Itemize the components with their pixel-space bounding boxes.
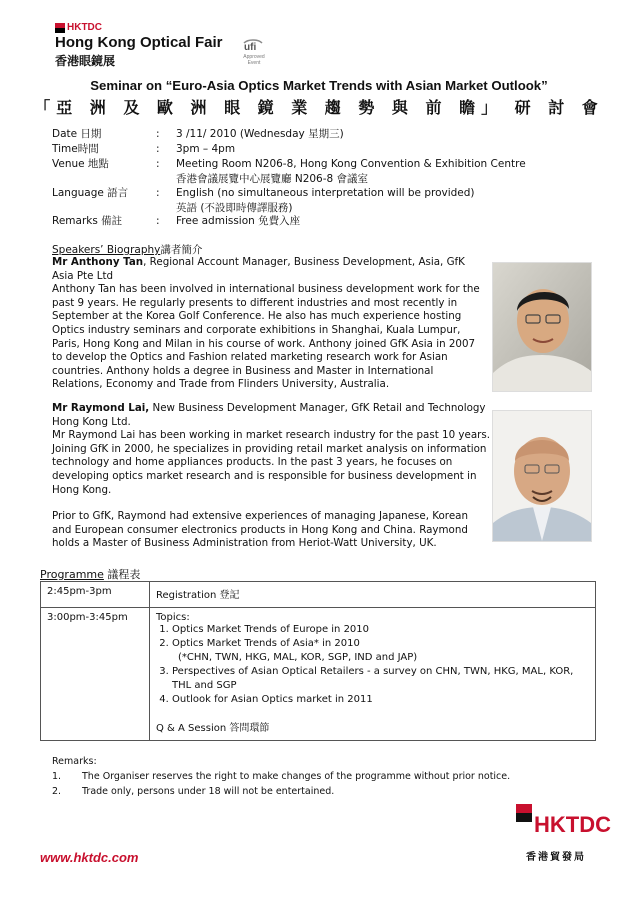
colon: :	[156, 215, 160, 227]
seminar-title-zh: 「亞 洲 及 歐 洲 眼 鏡 業 趨 勢 與 前 瞻」 研 討 會	[34, 98, 604, 117]
topics-label: Topics:	[156, 612, 190, 623]
remarks-heading: Remarks:	[52, 756, 97, 767]
speaker1-description: Anthony Tan has been involved in international business development work for the past 9 years. He regularly presents to different industries and most recently in September at the Korea Golf Conference. He also has much experience hosting Optics industry seminars and corporate exhibitions in Shanghai, Kuala Lumpur, Paris, Hong Kong and Milan in his course of work. Anthony joined GfK Asia in 2007 to develop the Optics and Fashion related marketing research work for Asian countries. Anthony holds a degree in Business and Master in International Relations, Economy and Trade from Flinders University, Australia.	[52, 283, 480, 391]
colon: :	[156, 143, 160, 155]
date-row	[0, 127, 638, 142]
biography-heading	[52, 242, 202, 257]
language-label: Language 語言	[52, 187, 129, 199]
venue-value: Meeting Room N206-8, Hong Kong Convention & Exhibition Centre	[176, 158, 526, 170]
biography-heading-zh: 講者簡介	[160, 244, 203, 256]
date-label: Date 日期	[52, 128, 102, 140]
programme-desc: Registration 登記	[150, 582, 596, 608]
ufi-label: ufi	[244, 42, 257, 53]
list-item	[52, 784, 510, 799]
time-value: 3pm – 4pm	[176, 143, 236, 155]
list-item: 4. Outlook for Asian Optics market in 2011	[172, 693, 589, 707]
programme-time: 2:45pm-3pm	[41, 582, 150, 608]
venue-value-zh: 香港會議展覽中心展覽廳 N206-8 會議室	[176, 173, 369, 185]
hktdc-flag-icon	[55, 23, 65, 33]
fair-name: Hong Kong Optical Fair	[55, 34, 223, 51]
venue-label: Venue 地點	[52, 158, 109, 170]
time-row	[0, 142, 638, 157]
programme-heading-zh: 議程表	[107, 568, 141, 581]
biography-heading-en: Speakers’ Biography	[52, 244, 161, 256]
table-row	[41, 582, 596, 608]
programme-time: 3:00pm-3:45pm	[41, 608, 150, 741]
language-value-zh: 英語 (不設即時傳譯服務)	[176, 202, 293, 214]
ufi-approved-event: Approved Event	[243, 54, 265, 66]
remarks-row	[0, 214, 638, 229]
speaker1-bio	[52, 256, 484, 392]
speaker1-photo	[492, 262, 592, 392]
list-item: 1. Optics Market Trends of Europe in 2010	[172, 623, 589, 637]
language-value: English (no simultaneous interpretation will be provided)	[176, 187, 475, 199]
speaker2-description-2: Prior to GfK, Raymond had extensive experiences of managing Japanese, Korean and European consumer electronics products in Hong Kong and China. Raymond holds a Master of Business Administration from Heriot-Watt University, UK.	[52, 510, 468, 550]
footer-logo-text: HKTDC	[534, 812, 611, 837]
speaker2-photo	[492, 410, 592, 542]
topic-text: Optics Market Trends of Asia* in 2010	[172, 638, 360, 649]
colon: :	[156, 158, 160, 170]
list-item: 3. Perspectives of Asian Optical Retailers - a survey on CHN, TWN, HKG, MAL, KOR, THL and SGP	[172, 665, 589, 693]
header-hktdc-logo	[55, 22, 102, 33]
speaker2-name: Mr Raymond Lai,	[52, 402, 150, 414]
date-value: 3 /11/ 2010 (Wednesday 星期三)	[176, 128, 344, 140]
speaker2-role: New Business Development Manager, GfK Retail and Technology Hong Kong Ltd.	[52, 402, 486, 428]
footer-logo-zh: 香港貿發局	[526, 852, 586, 863]
programme-topics-cell	[150, 608, 596, 741]
website-link[interactable]: www.hktdc.com	[40, 850, 139, 865]
remarks-value: Free admission 免費入座	[176, 215, 301, 227]
programme-heading-en: Programme	[40, 568, 104, 581]
speaker1-role: , Regional Account Manager, Business Development, Asia, GfK Asia Pte Ltd	[52, 256, 465, 282]
qa-session: Q & A Session 答問環節	[156, 723, 270, 734]
table-row	[41, 608, 596, 741]
programme-heading	[40, 566, 140, 582]
speaker2-description: Mr Raymond Lai has been working in market research industry for the past 10 years. Joining GfK in 2000, he specializes in providing retail market analysis on information technology and home appliances products. In the past 3 years, he focuses on developing optics market research and is responsible for business development in Hong Kong.	[52, 429, 491, 496]
topic-note: (*CHN, TWN, HKG, MAL, KOR, SGP, IND and JAP)	[178, 652, 418, 663]
topics-list	[156, 623, 589, 707]
remarks-section	[52, 754, 510, 799]
remarks-label: Remarks 備註	[52, 215, 123, 227]
colon: :	[156, 128, 160, 140]
list-item	[52, 769, 510, 784]
list-item	[172, 637, 589, 665]
fair-name-zh: 香港眼鏡展	[55, 54, 116, 68]
remark-text: Trade only, persons under 18 will not be entertained.	[82, 786, 335, 797]
language-row	[0, 186, 638, 216]
venue-row	[0, 157, 638, 187]
remark-number: 2.	[52, 786, 62, 797]
remark-text: The Organiser reserves the right to make changes of the programme without prior notice.	[82, 771, 511, 782]
speaker2-bio	[52, 402, 490, 551]
programme-table	[40, 581, 596, 741]
remark-number: 1.	[52, 771, 62, 782]
speaker1-name: Mr Anthony Tan	[52, 256, 144, 268]
seminar-title: Seminar on “Euro-Asia Optics Market Trends with Asian Market Outlook”	[90, 78, 548, 93]
hktdc-wordmark: HKTDC	[67, 22, 102, 33]
time-label: Time時間	[52, 143, 99, 155]
colon: :	[156, 187, 160, 199]
